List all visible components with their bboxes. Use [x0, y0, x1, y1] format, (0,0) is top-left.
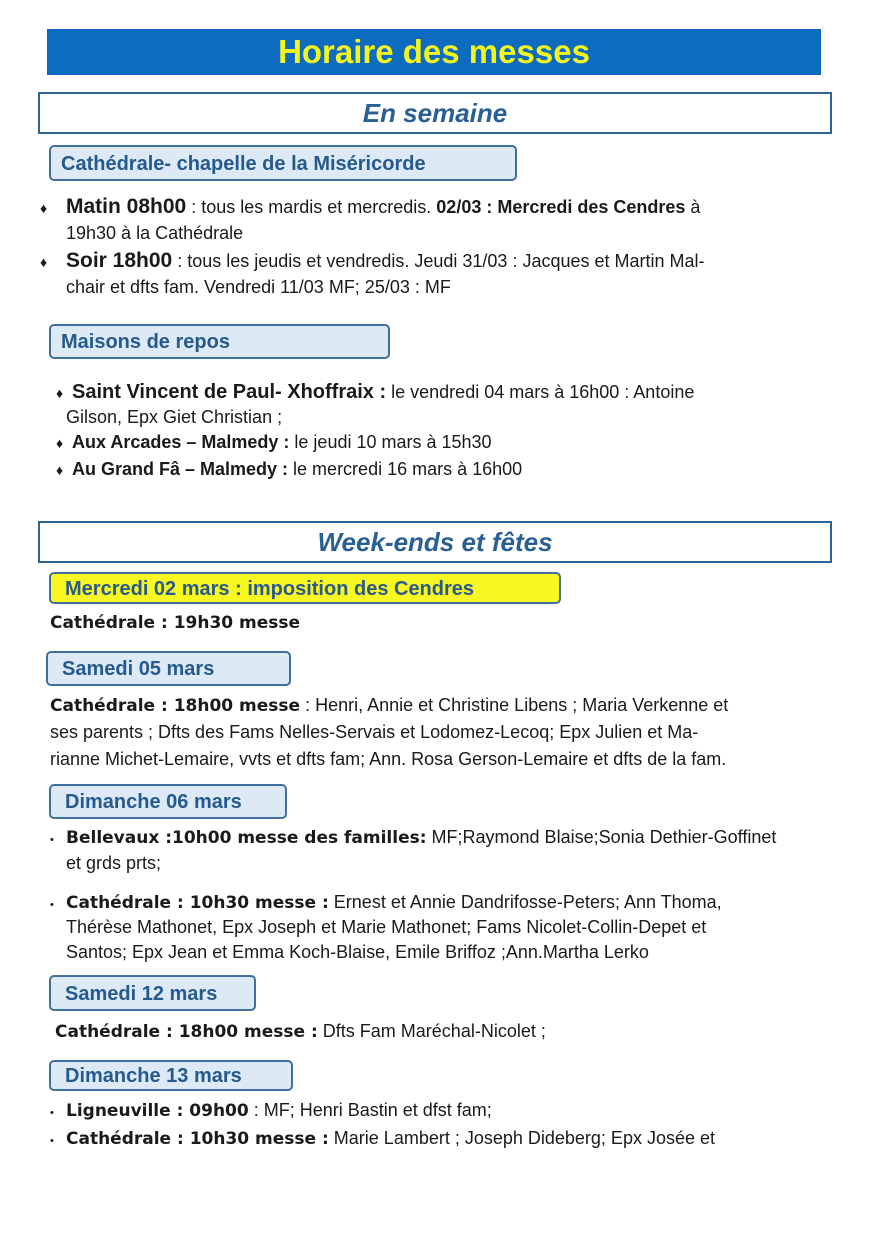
list-item-grand-fa: ♦ Au Grand Fâ – Malmedy : le mercredi 16 mars à 16h00 — [56, 456, 522, 483]
list-item-bellevaux-cont: et grds prts; — [66, 853, 162, 873]
tab-samedi-05: Samedi 05 mars — [46, 651, 291, 686]
tab-maisons-de-repos: Maisons de repos — [49, 324, 390, 359]
diamond-bullet-icon: ♦ — [56, 385, 64, 401]
samedi-05-line3: rianne Michet-Lemaire, vvts et dfts fam; Ann. Rosa Gerson-Lemaire et dfts de la fam. — [50, 749, 727, 769]
samedi-05-line1: Cathédrale : 18h00 messe : Henri, Annie et Christine Libens ; Maria Verkenne et — [50, 695, 729, 716]
diamond-bullet-icon: ♦ — [56, 462, 64, 478]
list-item-cathedrale-06: • Cathédrale : 10h30 messe : Ernest et Annie Dandrifosse-Peters; Ann Thoma, — [50, 889, 722, 918]
list-item-soir: ♦ Soir 18h00 : tous les jeudis et vendredis. Jeudi 31/03 : Jacques et Martin Mal- — [40, 248, 705, 275]
list-item-matin: ♦ Matin 08h00 : tous les mardis et mercredis. 02/03 : Mercredi des Cendres à — [40, 194, 700, 221]
bullet-icon: • — [50, 1135, 54, 1147]
samedi-05-line2: ses parents ; Dfts des Fams Nelles-Servais et Lodomez-Lecoq; Epx Julien et Ma- — [50, 722, 699, 742]
diamond-bullet-icon: ♦ — [56, 435, 64, 451]
list-item-cathedrale-13: • Cathédrale : 10h30 messe : Marie Lambert ; Joseph Dideberg; Epx Josée et — [50, 1125, 715, 1154]
list-item-matin-cont: 19h30 à la Cathédrale — [66, 223, 244, 243]
bullet-icon: • — [50, 899, 54, 911]
list-item-ligneuville: • Ligneuville : 09h00 : MF; Henri Bastin et dfst fam; — [50, 1097, 492, 1126]
list-item-arcades: ♦ Aux Arcades – Malmedy : le jeudi 10 mars à 15h30 — [56, 429, 492, 456]
list-item-cathedrale-06-cont1: Thérèse Mathonet, Epx Joseph et Marie Mathonet; Fams Nicolet-Collin-Depet et — [66, 917, 707, 937]
samedi-12-line: Cathédrale : 18h00 messe : Dfts Fam Maréchal-Nicolet ; — [55, 1021, 546, 1042]
bullet-icon: • — [50, 834, 54, 846]
list-item-xhoffraix: ♦ Saint Vincent de Paul- Xhoffraix : le vendredi 04 mars à 16h00 : Antoine — [56, 379, 694, 406]
tab-dimanche-13: Dimanche 13 mars — [49, 1060, 293, 1091]
page-title: Horaire des messes — [47, 29, 821, 75]
bullet-icon: • — [50, 1107, 54, 1119]
list-item-cathedrale-06-cont2: Santos; Epx Jean et Emma Koch-Blaise, Emile Briffoz ;Ann.Martha Lerko — [66, 942, 649, 962]
tab-mercredi-cendres: Mercredi 02 mars : imposition des Cendres — [49, 572, 561, 604]
list-item-xhoffraix-cont: Gilson, Epx Giet Christian ; — [66, 407, 283, 427]
section-heading-en-semaine: En semaine — [38, 92, 832, 134]
tab-samedi-12: Samedi 12 mars — [49, 975, 256, 1011]
list-item-bellevaux: • Bellevaux :10h00 messe des familles: MF;Raymond Blaise;Sonia Dethier-Goffinet — [50, 824, 776, 853]
diamond-bullet-icon: ♦ — [40, 254, 48, 270]
tab-cathedrale-chapelle: Cathédrale- chapelle de la Miséricorde — [49, 145, 517, 181]
tab-dimanche-06: Dimanche 06 mars — [49, 784, 287, 819]
list-item-soir-cont: chair et dfts fam. Vendredi 11/03 MF; 25/03 : MF — [66, 277, 451, 297]
cendres-line: Cathédrale : 19h30 messe — [50, 613, 301, 633]
section-heading-week-ends: Week-ends et fêtes — [38, 521, 832, 563]
diamond-bullet-icon: ♦ — [40, 200, 48, 216]
